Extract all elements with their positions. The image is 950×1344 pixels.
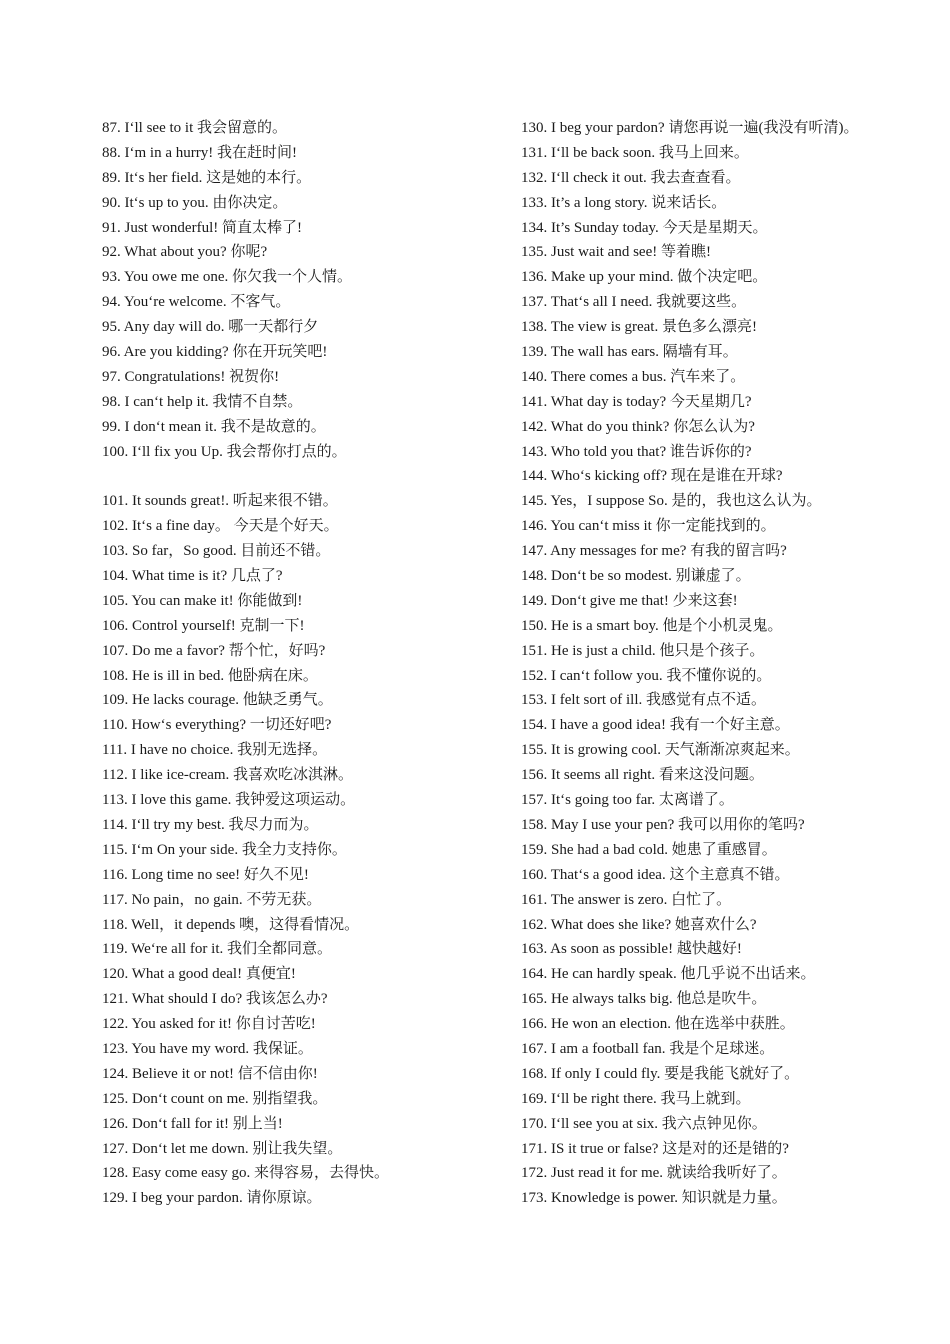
phrase-line: 97. Congratulations! 祝贺你! xyxy=(102,368,280,385)
phrase-line: 111. I have no choice. 我别无选择。 xyxy=(102,742,328,759)
phrase-line: 93. You owe me one. 你欠我一个人情。 xyxy=(102,269,352,286)
phrase-line: 87. I‘ll see to it 我会留意的。 xyxy=(102,120,287,136)
phrase-line: 145. Yes，I suppose So. 是的，我也这么认为。 xyxy=(521,493,822,510)
phrase-line: 100. I‘ll fix you Up. 我会帮你打点的。 xyxy=(102,443,347,460)
phrase-line: 150. He is a smart boy. 他是个小机灵鬼。 xyxy=(521,617,783,634)
phrase-line: 156. It seems all right. 看来这没问题。 xyxy=(521,767,764,784)
phrase-line: 173. Knowledge is power. 知识就是力量。 xyxy=(521,1190,787,1207)
phrase-line: 122. You asked for it! 你自讨苦吃! xyxy=(102,1016,316,1033)
phrase-line: 165. He always talks big. 他总是吹牛。 xyxy=(521,991,767,1008)
phrase-line: 159. She had a bad cold. 她患了重感冒。 xyxy=(521,841,777,858)
phrase-line: 117. No pain，no gain. 不劳无获。 xyxy=(102,891,322,908)
phrase-line: 133. It’s a long story. 说来话长。 xyxy=(521,194,727,211)
phrase-line: 160. That‘s a good idea. 这个主意真不错。 xyxy=(521,866,790,883)
phrase-line: 134. It’s Sunday today. 今天是星期天。 xyxy=(521,219,768,236)
phrase-line: 88. I‘m in a hurry! 我在赶时间! xyxy=(102,144,297,161)
phrase-line: 144. Who‘s kicking off? 现在是谁在开球? xyxy=(521,468,783,485)
phrase-line: 114. I‘ll try my best. 我尽力而为。 xyxy=(102,816,319,833)
phrase-line: 109. He lacks courage. 他缺乏勇气。 xyxy=(102,692,333,709)
phrase-line: 171. IS it true or false? 这是对的还是错的? xyxy=(521,1140,789,1157)
phrase-line: 161. The answer is zero. 白忙了。 xyxy=(521,891,732,908)
phrase-line: 164. He can hardly speak. 他几乎说不出话来。 xyxy=(521,966,816,983)
phrase-line: 155. It is growing cool. 天气渐渐凉爽起来。 xyxy=(521,742,800,759)
phrase-line: 143. Who told you that? 谁告诉你的? xyxy=(521,443,752,460)
phrase-line: 151. He is just a child. 他只是个孩子。 xyxy=(521,642,765,659)
phrase-line: 92. What about you? 你呢? xyxy=(102,244,268,261)
phrase-line: 103. So far，So good. 目前还不错。 xyxy=(102,543,331,560)
phrase-line: 99. I don‘t mean it. 我不是故意的。 xyxy=(102,418,326,435)
phrase-line: 153. I felt sort of ill. 我感觉有点不适。 xyxy=(521,692,766,709)
phrase-line: 142. What do you think? 你怎么认为? xyxy=(521,418,755,435)
phrase-line: 121. What should I do? 我该怎么办? xyxy=(102,991,328,1008)
phrase-line: 154. I have a good idea! 我有一个好主意。 xyxy=(521,717,790,734)
phrase-line: 124. Believe it or not! 信不信由你! xyxy=(102,1065,318,1082)
phrase-line: 149. Don‘t give me that! 少来这套! xyxy=(521,592,738,609)
phrase-line: 126. Don‘t fall for it! 别上当! xyxy=(102,1115,283,1132)
phrase-line: 158. May I use your pen? 我可以用你的笔吗? xyxy=(521,816,805,833)
phrase-line: 120. What a good deal! 真便宜! xyxy=(102,966,296,983)
phrase-line: 141. What day is today? 今天星期几? xyxy=(521,393,752,410)
blank-line xyxy=(102,464,512,489)
phrase-line: 163. As soon as possible! 越快越好! xyxy=(521,941,742,958)
phrase-line: 147. Any messages for me? 有我的留言吗? xyxy=(521,543,787,560)
phrase-line: 90. It‘s up to you. 由你决定。 xyxy=(102,194,288,211)
phrase-line: 140. There comes a bus. 汽车来了。 xyxy=(521,368,746,385)
phrase-line: 170. I‘ll see you at six. 我六点钟见你。 xyxy=(521,1115,767,1132)
phrase-line: 112. I like ice-cream. 我喜欢吃冰淇淋。 xyxy=(102,767,354,784)
phrase-line: 162. What does she like? 她喜欢什么? xyxy=(521,916,757,933)
phrase-line: 125. Don‘t count on me. 别指望我。 xyxy=(102,1090,328,1107)
phrase-line: 169. I‘ll be right there. 我马上就到。 xyxy=(521,1090,751,1107)
phrase-line: 101. It sounds great!. 听起来很不错。 xyxy=(102,493,338,510)
phrase-line: 167. I am a football fan. 我是个足球迷。 xyxy=(521,1040,775,1057)
phrase-line: 119. We‘re all for it. 我们全都同意。 xyxy=(102,941,333,958)
phrase-line: 132. I‘ll check it out. 我去查查看。 xyxy=(521,169,741,186)
phrase-line: 89. It‘s her field. 这是她的本行。 xyxy=(102,169,312,186)
phrase-line: 106. Control yourself! 克制一下! xyxy=(102,617,305,634)
phrase-line: 131. I‘ll be back soon. 我马上回来。 xyxy=(521,144,749,161)
phrase-line: 138. The view is great. 景色多么漂亮! xyxy=(521,319,757,336)
phrase-line: 137. That‘s all I need. 我就要这些。 xyxy=(521,294,747,311)
phrase-line: 135. Just wait and see! 等着瞧! xyxy=(521,244,711,261)
left-phrase-column xyxy=(102,116,512,1211)
phrase-line: 108. He is ill in bed. 他卧病在床。 xyxy=(102,667,318,684)
phrase-line: 105. You can make it! 你能做到! xyxy=(102,592,303,609)
phrase-line: 107. Do me a favor? 帮个忙，好吗? xyxy=(102,642,326,659)
phrase-line: 104. What time is it? 几点了? xyxy=(102,568,283,585)
phrase-line: 130. I beg your pardon? 请您再说一遍(我没有听清)。 xyxy=(521,120,859,136)
phrase-line: 168. If only I could fly. 要是我能飞就好了。 xyxy=(521,1065,800,1082)
phrase-line: 139. The wall has ears. 隔墙有耳。 xyxy=(521,344,738,361)
phrase-line: 102. It‘s a fine day。 今天是个好天。 xyxy=(102,518,339,535)
phrase-line: 113. I love this game. 我钟爱这项运动。 xyxy=(102,792,356,809)
phrase-line: 148. Don‘t be so modest. 别谦虚了。 xyxy=(521,568,751,585)
phrase-line: 172. Just read it for me. 就读给我听好了。 xyxy=(521,1165,787,1182)
phrase-line: 146. You can‘t miss it 你一定能找到的。 xyxy=(521,518,776,535)
phrase-line: 118. Well，it depends 噢，这得看情况。 xyxy=(102,916,360,933)
phrase-line: 157. It‘s going too far. 太离谱了。 xyxy=(521,792,734,809)
phrase-line: 110. How‘s everything? 一切还好吧? xyxy=(102,717,332,734)
phrase-line: 94. You‘re welcome. 不客气。 xyxy=(102,294,291,311)
phrase-line: 116. Long time no see! 好久不见! xyxy=(102,866,309,883)
phrase-line: 129. I beg your pardon. 请你原谅。 xyxy=(102,1190,322,1207)
phrase-line: 166. He won an election. 他在选举中获胜。 xyxy=(521,1016,795,1033)
phrase-line: 96. Are you kidding? 你在开玩笑吧! xyxy=(102,344,328,361)
phrase-line: 123. You have my word. 我保证。 xyxy=(102,1040,313,1057)
phrase-line: 128. Easy come easy go. 来得容易，去得快。 xyxy=(102,1165,390,1182)
phrase-line: 127. Don‘t let me down. 别让我失望。 xyxy=(102,1140,343,1157)
phrase-line: 98. I can‘t help it. 我情不自禁。 xyxy=(102,393,303,410)
phrase-line: 136. Make up your mind. 做个决定吧。 xyxy=(521,269,768,286)
phrase-line: 91. Just wonderful! 简直太棒了! xyxy=(102,219,302,236)
phrase-line: 115. I‘m On your side. 我全力支持你。 xyxy=(102,841,347,858)
phrase-line: 152. I can‘t follow you. 我不懂你说的。 xyxy=(521,667,772,684)
phrase-line: 95. Any day will do. 哪一天都行夕 xyxy=(102,319,319,336)
right-phrase-column xyxy=(521,116,946,1211)
